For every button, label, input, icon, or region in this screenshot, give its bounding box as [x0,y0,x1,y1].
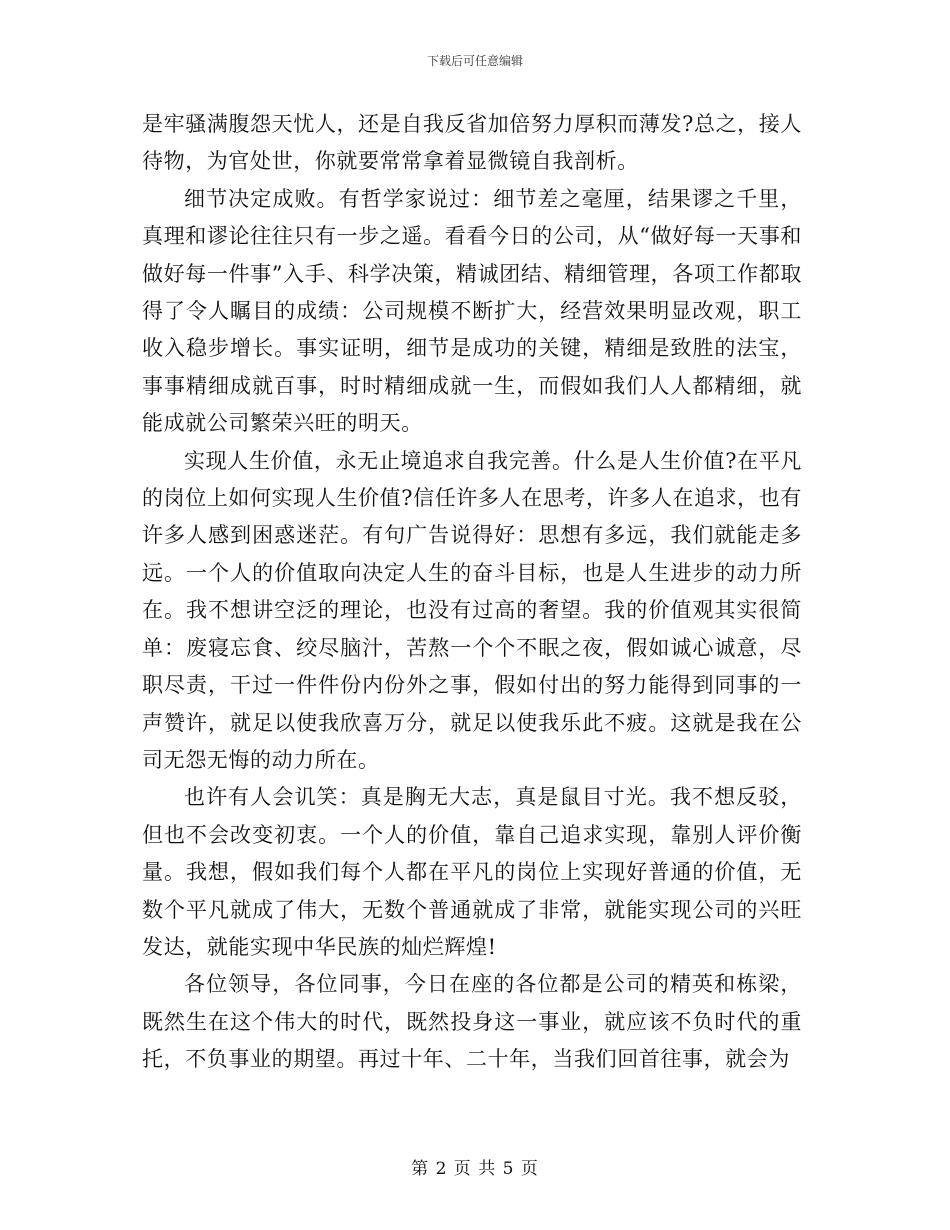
paragraph-details: 细节决定成败。有哲学家说过：细节差之毫厘，结果谬之千里，真理和谬论往往只有一步之遥。看看今日的公司，从“做好每一天事和做好每一件事”入手、科学决策，精诚团结、精细管理，各项工作都取得了令人瞩目的成绩：公司规模不断扩大，经营效果明显改观，职工收入稳步增长。事实证明，细节是成功的关键，精细是致胜的法宝，事事精细成就百事，时时精细成就一生，而假如我们人人都精细，就能成就公司繁荣兴旺的明天。 [142,186,802,436]
paragraph-life-value: 实现人生价值，永无止境追求自我完善。什么是人生价值?在平凡的岗位上如何实现人生价值?信任许多人在思考，许多人在追求，也有许多人感到困惑迷茫。有句广告说得好：思想有多远，我们就能走多远。一个人的价值取向决定人生的奋斗目标，也是人生进步的动力所在。我不想讲空泛的理论，也没有过高的奢望。我的价值观其实很简单：废寝忘食、绞尽脑汁，苦熬一个个不眠之夜，假如诚心诚意，尽职尽责，干过一件件份内份外之事，假如付出的努力能得到同事的一声赞许，就足以使我欣喜万分，就足以使我乐此不疲。这就是我在公司无怨无悔的动力所在。 [142,448,802,772]
paragraph-ambition: 也许有人会讥笑：真是胸无大志，真是鼠目寸光。我不想反驳，但也不会改变初衷。一个人的价值，靠自己追求实现，靠别人评价衡量。我想，假如我们每个人都在平凡的岗位上实现好普通的价值，无数个平凡就成了伟大，无数个普通就成了非常，就能实现公司的兴旺发达，就能实现中华民族的灿烂辉煌! [142,785,802,959]
paragraph-closing: 各位领导，各位同事，今日在座的各位都是公司的精英和栋梁，既然生在这个伟大的时代，既然投身这一事业，就应该不负时代的重托，不负事业的期望。再过十年、二十年，当我们回首往事，就会为 [142,972,802,1072]
paragraph-continuation: 是牢骚满腹怨天忧人，还是自我反省加倍努力厚积而薄发?总之，接人待物，为官处世，你就要常常拿着显微镜自我剖析。 [142,112,802,174]
page-number-footer: 第 2 页 共 5 页 [411,1159,539,1179]
document-body [142,106,802,1079]
page-header-note: 下载后可任意编辑 [426,54,523,68]
